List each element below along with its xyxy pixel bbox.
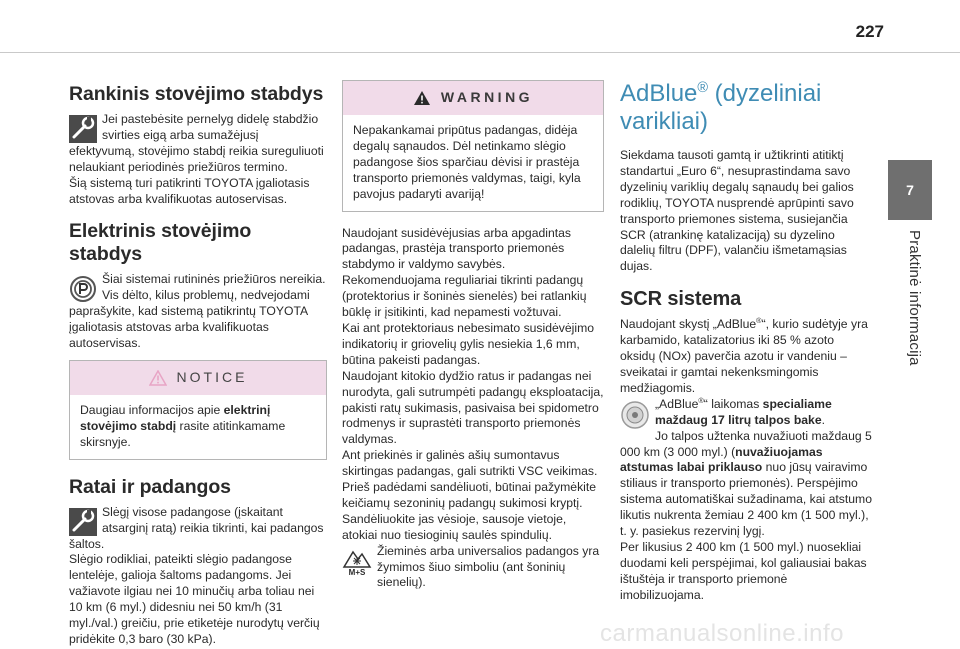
electric-brake-text: Šiai sistemai rutininės priežiūros nereikia. Vis dėlto, kilus problemų, nedvejodami paprašykite, kad sistemą patikrintų TOYOTA įgaliotasis atstovas arba kvalifikuotas autoservisas. xyxy=(69,272,326,351)
tyres-section xyxy=(69,505,327,648)
column-middle xyxy=(342,80,604,591)
parking-brake-text2: Šią sistemą turi patikrinti TOYOTA įgaliotasis atstovas arba kvalifikuotas autoservisas. xyxy=(69,175,310,206)
tyres-text2: Slėgio rodikliai, pateikti slėgio padangose lentelėje, galioja šaltoms padangoms. Jei važiavote ilgiau nei 10 minučių arba toliau nei 10 km (6 myl.) didesniu nei 50 km/h (31 myl./val.) greičiu, prie etiketėje nurodytų verčių pridėkite 0,3 baro (30 kPa). xyxy=(69,552,320,646)
tyres-storage-text2: Sandėliuokite jas vėsioje, sausoje vietoje, atokiai nuo tiesioginių saulės spindulių. xyxy=(342,511,567,542)
tyres-size-text: Naudojant kitokio dydžio ratus ir padangas nei nurodyta, gali sutrumpėti padangų eksploatacija, pakisti ratų sukimasis, pasivaisa bei spidometro rodmenys ir suprastėti transporto priemonės valdymas. xyxy=(342,368,604,447)
adblue-title: AdBlue® (dyzeliniai varikliai) xyxy=(620,80,822,135)
notice-label: NOTICE xyxy=(176,369,248,386)
tyres-storage-text: Prieš padėdami sandėliuoti, būtinai pažymėkite keičiamų sezoninių padangų sukimosi kryptį. xyxy=(342,480,597,510)
warning-label: WARNING xyxy=(440,89,534,106)
ms-section xyxy=(342,544,604,592)
parking-brake-title: Rankinis stovėjimo stabdys xyxy=(69,83,324,105)
tyres-text: Slėgį visose padangose (įskaitant atsarginį ratą) reikia tikrinti, kai padangos šaltos. xyxy=(69,504,324,551)
notice-header xyxy=(70,361,326,395)
ms-text: Žieminės arba universalios padangos yra žymimos šiuo simboliu (ant šoninių sienelių). xyxy=(377,543,600,590)
notice-bold: elektrinį stovėjimo stabdį xyxy=(80,402,271,433)
wrench-icon xyxy=(69,115,97,143)
adblue-tank-text: „AdBlue®“ laikomas specialiame maždaug 17 litrų talpos bake. xyxy=(655,395,832,427)
warning-header xyxy=(343,81,603,115)
parking-brake-text: Jei pastebėsite pernelyg didelę stabdžio svirties eigą arba sumažėjusį efektyvumą, stovėjimo stabdį reikia sureguliuoti nelaukiant periodinės priežiūros termino. xyxy=(69,112,324,174)
adblue-text: Siekdama tausoti gamtą ir užtikrinti atitiktį standartui „Euro 6“, nesuprastindama savo dyzelinių variklių degalų sąnaudų bei galios rodiklių, TOYOTA nusprendė aprūpinti savo transporto priemones sistema, susiejančia SCR (atrankinę katalizaciją) su dyzelino dalelių filtru (DPF), valančiu išmetamąsias dujas. xyxy=(620,148,854,274)
warning-triangle-icon xyxy=(413,90,431,106)
warning-body: Nepakankamai pripūtus padangas, didėja degalų sąnaudos. Dėl netinkamo slėgio padangose šios sparčiau dėvisi ir prastėja transporto priemonės valdymas, taigi, kyla pavojus padaryti avariją! xyxy=(353,123,581,201)
parking-brake-icon xyxy=(69,275,97,303)
chapter-tab[interactable]: 7 xyxy=(888,160,932,220)
page-number: 227 xyxy=(855,22,884,41)
adblue-last-text: Per likusius 2 400 km (1 500 myl.) nuosekliai duodami keli perspėjimai, kol galiausiai bakas ištuštėja ir transporto priemonė imobilizuojama. xyxy=(620,539,867,602)
chapter-title: Praktinė informacija xyxy=(906,230,923,366)
adblue-range-text: Jo talpos užtenka nuvažiuoti maždaug 5 000 km (3 000 myl.) (nuvažiuojamas atstumas labai priklauso nuo jūsų vairavimo stiliaus ir transporto priemonės). Perspėjimo sistema automatiškai sužadinama, kai atstumo likutis nukrenta žemiau 2 400 km (1 500 myl.), t. y. pasiekus rezervinį lygį. xyxy=(620,428,872,539)
ms-label: M+S xyxy=(348,567,366,577)
scr-text: Naudojant skystį „AdBlue®“, kurio sudėtyje yra karbamido, katalizatorius iki 85 % azoto oksidų (NOx) paverčia azotu ir vandeniu – sveikatai ir gamtai nekenksmingomis medžiagomis. xyxy=(620,316,868,395)
tyres-wear-text: Naudojant susidėvėjusias arba apgadintas padangas, prastėja transporto priemonės stabdymo ir valdymo savybės. Rekomenduojama reguliariai tikrinti padangų (protektorius ir šoninės sienelės) bei ratlankių būklę ir įsitikinti, kad nepamesti vožtuvai. xyxy=(342,225,587,320)
notice-text-end: rasite atitinkamame skirsnyje. xyxy=(80,418,286,449)
adblue-nozzle-icon xyxy=(620,400,650,430)
notice-text: Daugiau informacijos apie xyxy=(80,402,224,417)
notice-body xyxy=(70,395,326,459)
adblue-tank-section xyxy=(620,397,872,429)
warning-triangle-icon xyxy=(149,370,167,386)
column-right xyxy=(620,80,872,604)
scr-title: SCR sistema xyxy=(620,288,742,311)
watermark: carmanualsonline.info xyxy=(600,620,844,647)
wrench-icon xyxy=(69,508,97,536)
notice-box xyxy=(69,360,327,460)
snowflake-mountain-icon xyxy=(342,547,372,577)
electric-brake-title: Elektrinis stovėjimo stabdys xyxy=(69,220,252,266)
parking-brake-section xyxy=(69,112,327,207)
tyres-title: Ratai ir padangos xyxy=(69,475,231,498)
header-rule xyxy=(0,52,960,53)
warning-box xyxy=(342,80,604,212)
electric-brake-section xyxy=(69,272,327,352)
tyres-indicator-text: Kai ant protektoriaus nebesimato susidėvėjimo indikatorių ir griovelių gylis nesiekia 1,6 mm, būtina pakeisti padangas. xyxy=(342,320,595,367)
column-left xyxy=(69,80,327,648)
tyres-vsc-text: Ant priekinės ir galinės ašių sumontavus skirtingas padangas, gali sutrikti VSC veikimas. xyxy=(342,448,598,479)
